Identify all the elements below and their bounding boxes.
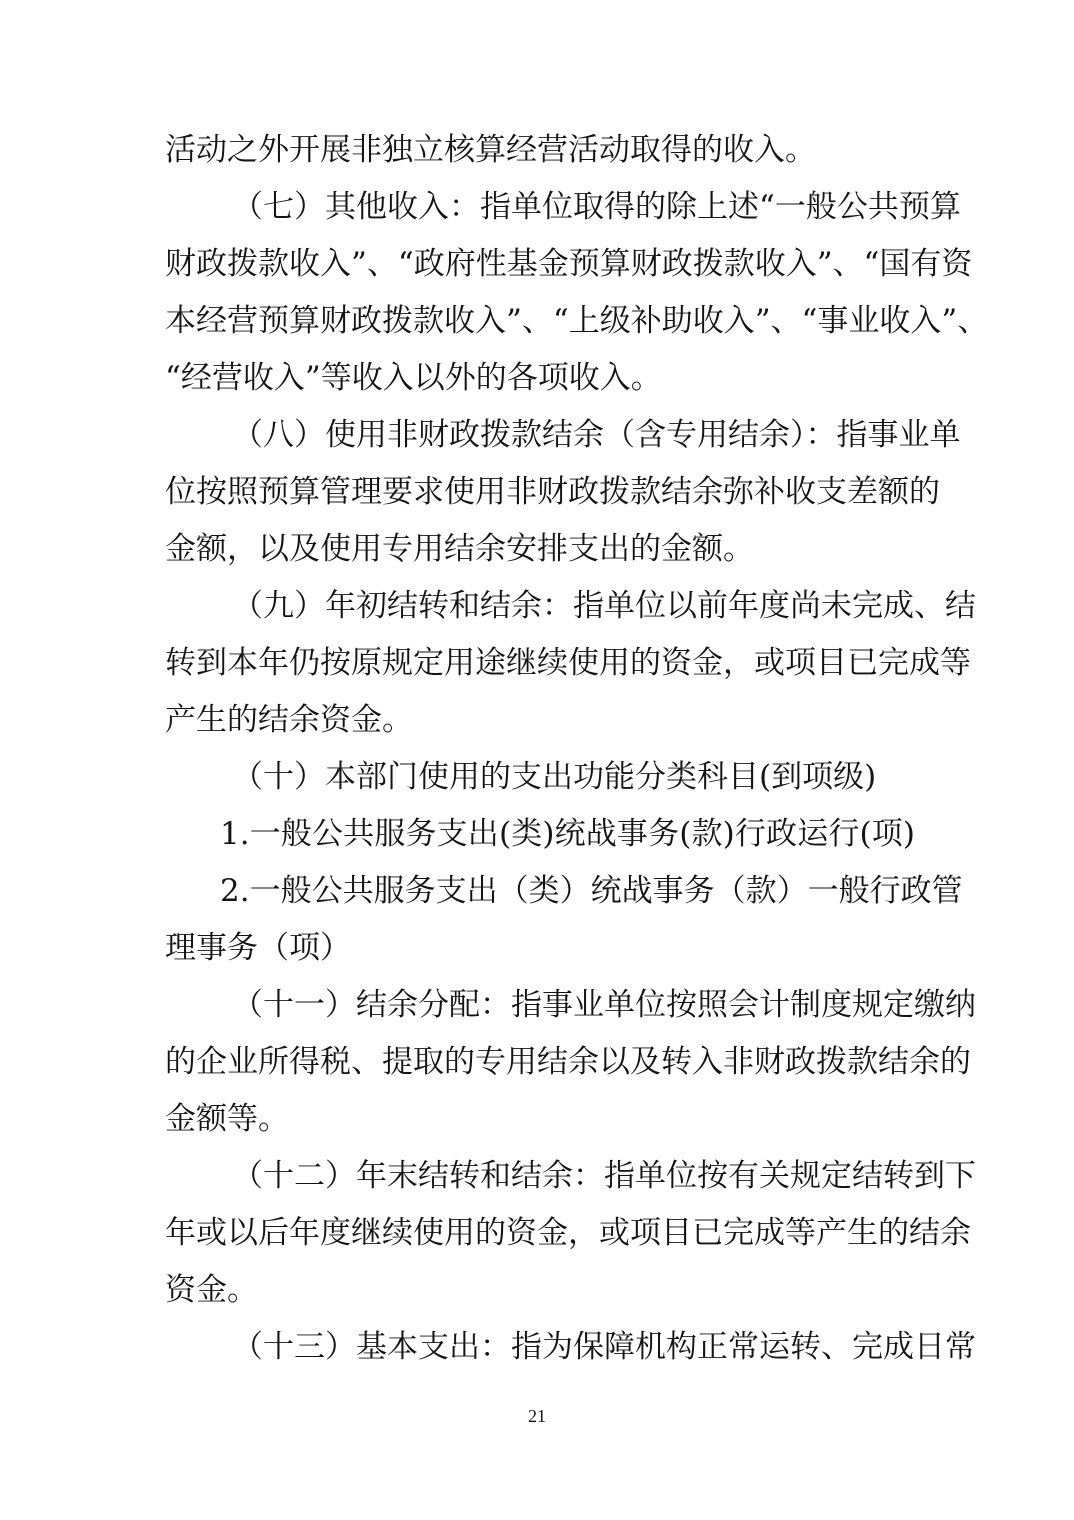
text-line: 本经营预算财政拨款收入”、“上级补助收入”、“事业收入”、 [165, 303, 989, 339]
text-line: 年或以后年度继续使用的资金，或项目已完成等产生的结余 [165, 1215, 971, 1251]
text-line: （十）本部门使用的支出功能分类科目(到项级) [232, 759, 877, 795]
text-line: 金额等。 [165, 1101, 289, 1137]
text-line: （七）其他收入：指单位取得的除上述“一般公共预算 [232, 189, 961, 225]
text-line: 财政拨款收入”、“政府性基金预算财政拨款收入”、“国有资 [165, 246, 973, 282]
text-line: 转到本年仍按原规定用途继续使用的资金，或项目已完成等 [165, 645, 971, 681]
text-line: 的企业所得税、提取的专用结余以及转入非财政拨款结余的 [165, 1044, 971, 1080]
text-line: 2.一般公共服务支出（类）统战事务（款）一般行政管 [220, 873, 963, 909]
text-line: 活动之外开展非独立核算经营活动取得的收入。 [165, 132, 816, 168]
text-line: （十二）年末结转和结余：指单位按有关规定结转到下 [232, 1158, 976, 1194]
page-number: 21 [528, 1406, 546, 1426]
text-line: 金额，以及使用专用结余安排支出的金额。 [165, 531, 754, 567]
text-line: 1.一般公共服务支出(类)统战事务(款)行政运行(项) [220, 816, 915, 852]
text-line: （十三）基本支出：指为保障机构正常运转、完成日常 [232, 1329, 976, 1365]
text-line: 产生的结余资金。 [165, 702, 413, 738]
text-line: 位按照预算管理要求使用非财政拨款结余弥补收支差额的 [165, 474, 940, 510]
text-line: （八）使用非财政拨款结余（含专用结余）：指事业单 [232, 417, 961, 453]
text-line: 理事务（项） [165, 930, 351, 966]
text-line: （十一）结余分配：指事业单位按照会计制度规定缴纳 [232, 987, 976, 1023]
text-line: （九）年初结转和结余：指单位以前年度尚未完成、结 [232, 588, 976, 624]
text-line: “经营收入”等收入以外的各项收入。 [165, 360, 662, 396]
text-line: 资金。 [165, 1272, 258, 1308]
